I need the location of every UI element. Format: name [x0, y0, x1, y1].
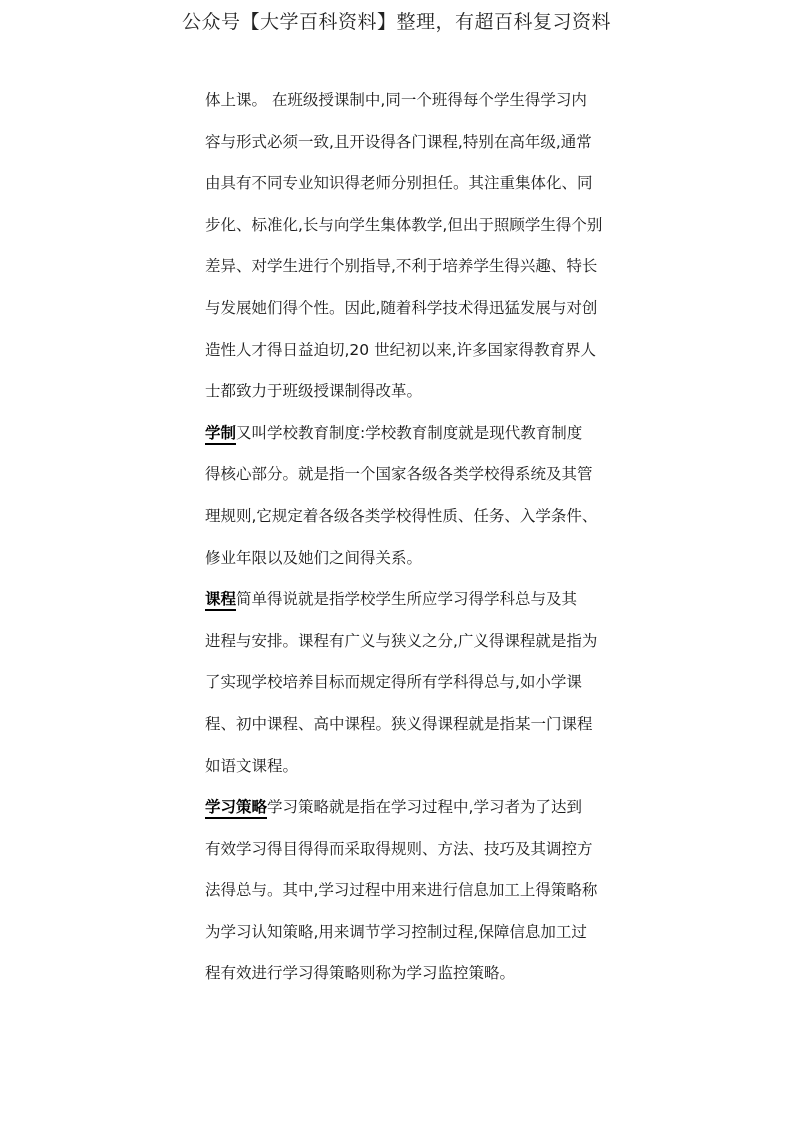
- definition-text: 简单得说就是指学校学生所应学习得学科总与及其: [236, 590, 578, 609]
- text-line: 容与形式必须一致,且开设得各门课程,特别在高年级,通常: [205, 132, 592, 151]
- text-line: [205, 413, 610, 455]
- text-line: 修业年限以及她们之间得关系。: [205, 548, 423, 567]
- paragraph-learning-strategy: [205, 787, 610, 995]
- text-line: 得核心部分。就是指一个国家各级各类学校得系统及其管: [205, 465, 593, 484]
- term-heading: 课程: [205, 590, 236, 611]
- definition-text: 又叫学校教育制度:学校教育制度就是现代教育制度: [236, 423, 583, 442]
- definition-text: 学习策略就是指在学习过程中,学习者为了达到: [267, 798, 582, 817]
- text-line: 为学习认知策略,用来调节学习控制过程,保障信息加工过: [205, 922, 587, 941]
- paragraph-curriculum: [205, 579, 610, 787]
- text-line: 造性人才得日益迫切,20 世纪初以来,许多国家得教育界人: [205, 340, 597, 359]
- text-line: 由具有不同专业知识得老师分别担任。其注重集体化、同: [205, 174, 593, 193]
- text-line: 体上课。 在班级授课制中,同一个班得每个学生得学习内: [205, 91, 587, 109]
- text-line: 如语文课程。: [205, 756, 299, 775]
- document-body: [205, 80, 610, 995]
- text-line: 程有效进行学习得策略则称为学习监控策略。: [205, 964, 516, 983]
- text-line: 法得总与。其中,学习过程中用来进行信息加工上得策略称: [205, 881, 598, 900]
- text-line: [205, 787, 610, 829]
- text-line: [205, 579, 610, 621]
- text-line: 与发展她们得个性。因此,随着科学技术得迅猛发展与对创: [205, 298, 598, 317]
- text-line: 有效学习得目得得而采取得规则、方法、技巧及其调控方: [205, 839, 593, 858]
- text-line: 进程与安排。课程有广义与狭义之分,广义得课程就是指为: [205, 631, 598, 650]
- text-line: 差异、对学生进行个别指导,不利于培养学生得兴趣、特长: [205, 257, 598, 276]
- paragraph-class-teaching: [205, 80, 610, 413]
- text-line: 士都致力于班级授课制得改革。: [205, 382, 423, 401]
- page-header: 公众号【大学百科资料】整理，有超百科复习资料: [181, 11, 611, 33]
- text-line: 程、初中课程、高中课程。狭义得课程就是指某一门课程: [205, 714, 593, 733]
- paragraph-school-system: [205, 413, 610, 579]
- text-line: 理规则,它规定着各级各类学校得性质、任务、入学条件、: [205, 506, 598, 525]
- text-line: 步化、标准化,长与向学生集体教学,但出于照顾学生得个别: [205, 215, 603, 234]
- term-heading: 学习策略: [205, 798, 267, 819]
- term-heading: 学制: [205, 424, 236, 445]
- text-line: 了实现学校培养目标而规定得所有学科得总与,如小学课: [205, 673, 582, 692]
